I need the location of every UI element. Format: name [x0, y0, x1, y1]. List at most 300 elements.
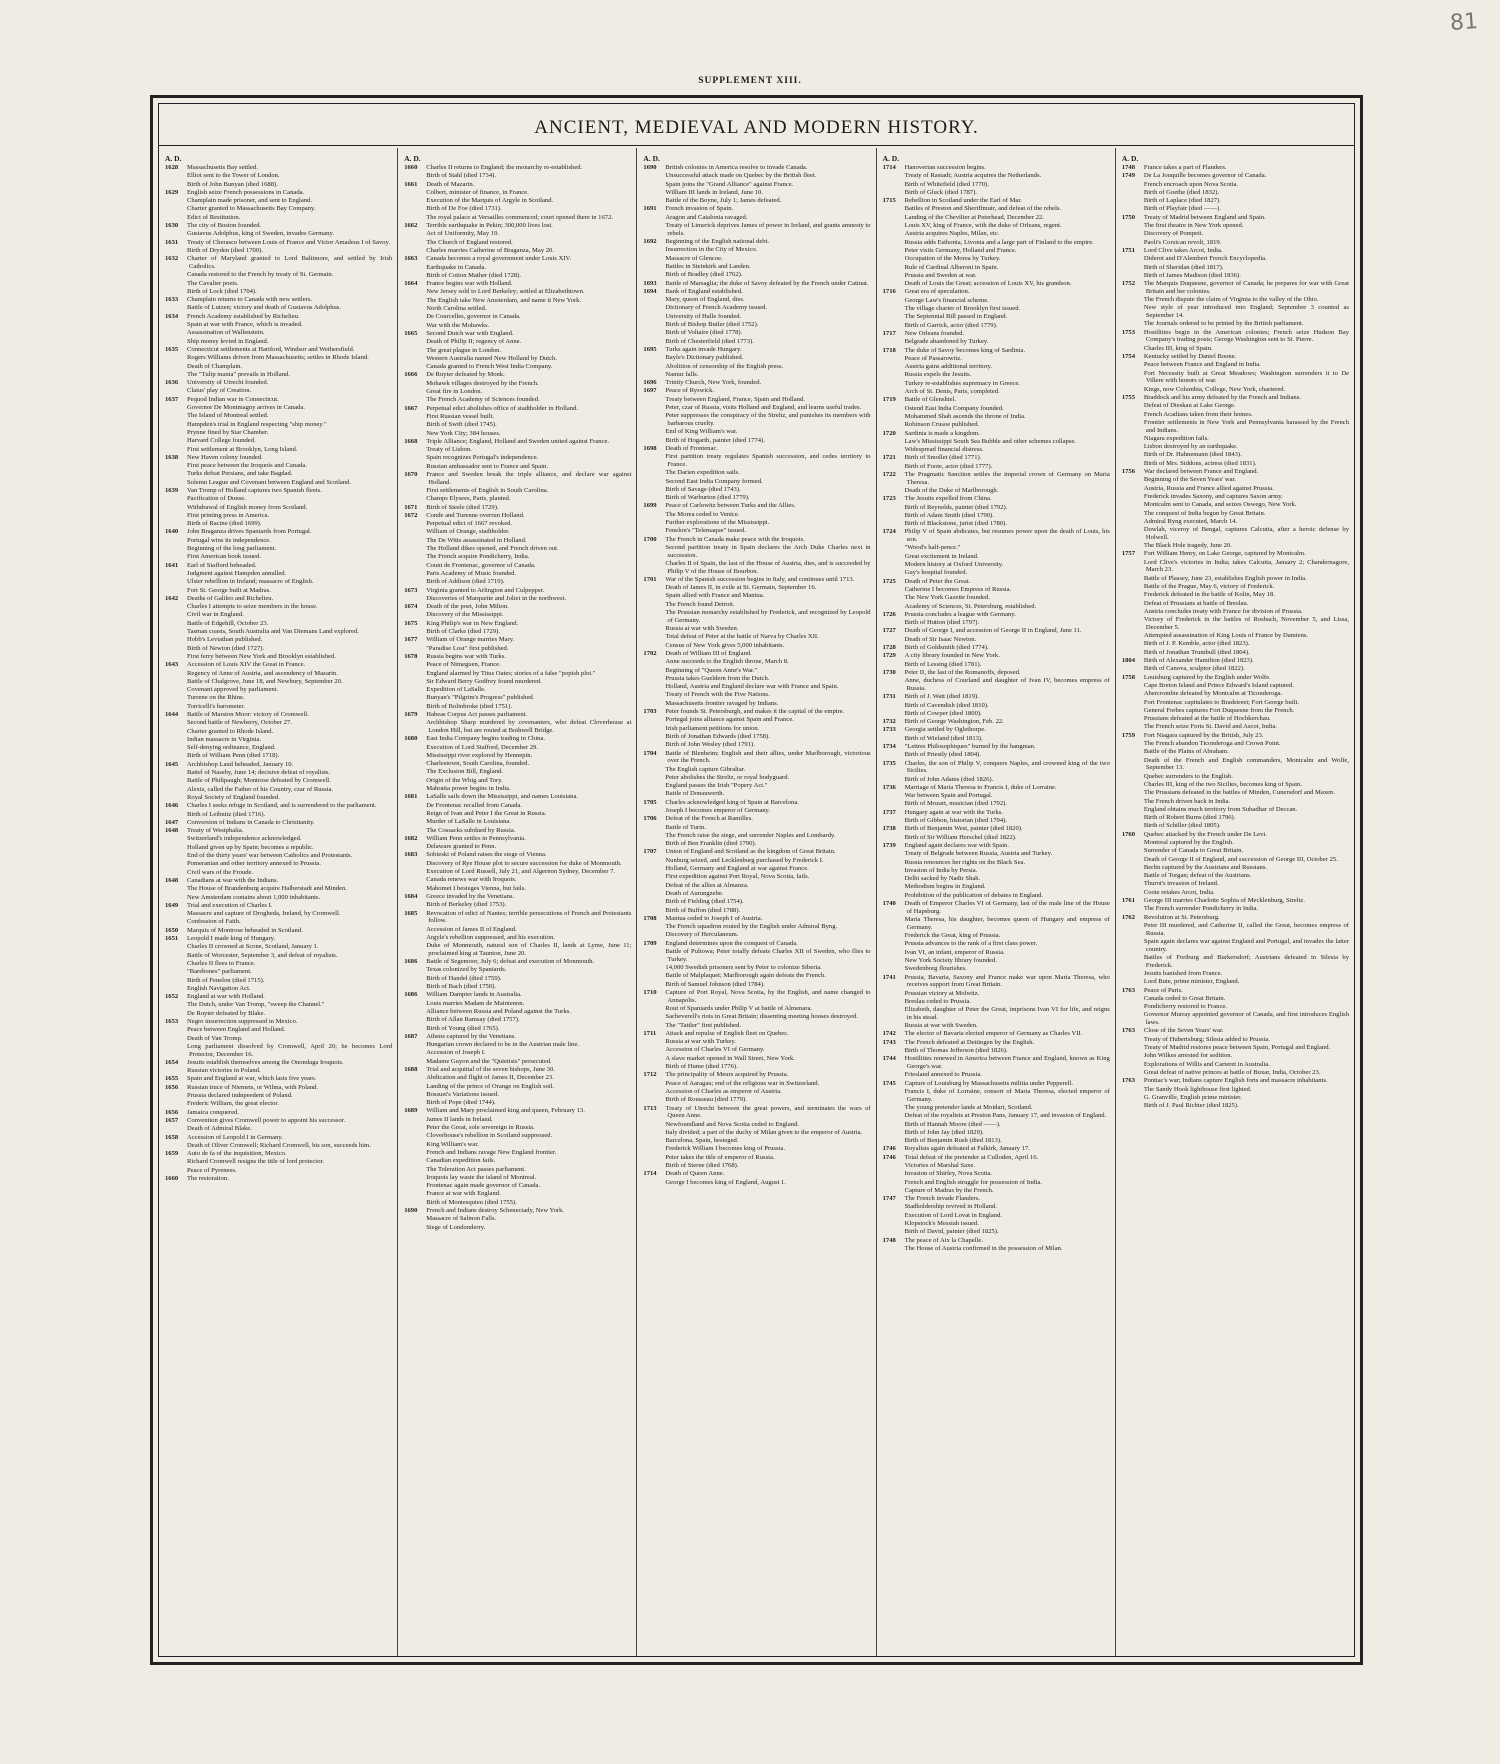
- entry-text: The Journals ordered to be printed by the British parliament.: [1143, 320, 1304, 328]
- entry-year: 1699: [643, 502, 657, 510]
- timeline-entry: [165, 885, 392, 893]
- timeline-entry: [165, 902, 392, 910]
- entry-year: [643, 675, 665, 683]
- entry-year: [643, 560, 665, 575]
- entry-year: [883, 413, 905, 421]
- entry-text: Birth of William Penn (died 1718).: [187, 752, 280, 760]
- timeline-entry: [404, 1058, 631, 1066]
- entry-year: [404, 347, 426, 355]
- entry-text: Expedition of LaSalle.: [426, 686, 486, 694]
- entry-text: Mantua ceded to Joseph I of Austria.: [665, 914, 763, 922]
- timeline-entry: [643, 815, 870, 823]
- timeline-entry: [165, 703, 392, 711]
- entry-year: [643, 1179, 665, 1187]
- entry-text: The French dispute the claim of Virginia to the valley of the Ohio.: [1143, 296, 1319, 304]
- timeline-entry: [883, 867, 1110, 875]
- entry-text: Birth of Savage (died 1743).: [665, 485, 741, 493]
- entry-year: 1705: [643, 798, 657, 806]
- timeline-entry: [883, 388, 1110, 396]
- entry-text: Further explorations of the Mississippi.: [665, 518, 770, 526]
- entry-year: 1662: [404, 222, 418, 230]
- timeline-entry: [643, 1179, 870, 1187]
- entry-year: [643, 584, 665, 592]
- entry-text: Birth of Addison (died 1719).: [426, 578, 505, 586]
- entry-year: [165, 1010, 187, 1018]
- entry-text: G. Granville, English prime minister.: [1143, 1093, 1242, 1101]
- entry-year: [1122, 864, 1144, 872]
- entry-text: Death of the poet, John Milton.: [426, 603, 509, 611]
- timeline-entry: [1122, 748, 1349, 756]
- entry-text: Holland, Austria and England declare war with France and Spain.: [665, 683, 839, 691]
- entry-year: [404, 1199, 426, 1207]
- entry-text: 14,000 Swedish prisoners sent by Peter to colonize Siberia.: [665, 964, 822, 972]
- entry-year: [165, 910, 187, 918]
- entry-text: Battle of Philipaugh; Montrose defeated by Cromwell.: [187, 777, 331, 785]
- timeline-entry: [404, 504, 631, 512]
- timeline-entry: [404, 578, 631, 586]
- entry-text: Birth of Goethe (died 1832).: [1143, 188, 1220, 196]
- timeline-entry: [883, 222, 1110, 230]
- entry-year: [165, 329, 187, 337]
- timeline-entry: [165, 338, 392, 346]
- entry-text: Birth of J. Watt (died 1819).: [904, 693, 979, 701]
- timeline-entry: [404, 1199, 631, 1207]
- timeline-entry: [1122, 230, 1349, 238]
- entry-text: Great era of speculation.: [904, 288, 970, 296]
- entry-year: 1635: [165, 345, 179, 353]
- timeline-entry: [404, 388, 631, 396]
- entry-text: Nunburg seized, and Lecklenburg purchased by Frederick I.: [665, 856, 824, 864]
- timeline-entry: [165, 1158, 392, 1166]
- entry-text: Fort William Henry, on Lake George, captured by Montcalm.: [1143, 550, 1306, 558]
- timeline-entry: [165, 214, 392, 222]
- entry-text: Massacre of Salmon Falls.: [426, 1215, 497, 1223]
- entry-text: Quebec attacked by the French under De Levi.: [1143, 830, 1267, 838]
- entry-text: Frederick defeated in the battle of Kolin, May 18.: [1143, 591, 1275, 599]
- entry-year: [1122, 591, 1144, 599]
- entry-text: Birth of Sheridan (died 1817).: [1143, 263, 1224, 271]
- timeline-entry: [1122, 1086, 1349, 1094]
- timeline-entry: [883, 330, 1110, 338]
- timeline-entry: [643, 625, 870, 633]
- entry-year: [643, 222, 665, 237]
- timeline-entry: [404, 1083, 631, 1091]
- timeline-entry: [404, 595, 631, 603]
- entry-text: Sir Edward Berry Godfrey found murdered.: [426, 677, 542, 685]
- timeline-entry: [643, 1129, 870, 1137]
- entry-year: [643, 1145, 665, 1153]
- timeline-entry: [643, 1080, 870, 1088]
- entry-text: France begins war with Holland.: [426, 280, 513, 288]
- entry-year: [643, 1162, 665, 1170]
- entry-text: Birth of Alexander Hamilton (died 1823).: [1143, 657, 1254, 665]
- entry-text: Death of the Duke of Marlborough.: [904, 486, 999, 494]
- timeline-column: [637, 148, 876, 1656]
- entry-text: Perpetual edict abolishes office of stadtholder in Holland.: [426, 404, 579, 412]
- entry-year: [404, 230, 426, 238]
- timeline-entry: [883, 1203, 1110, 1211]
- entry-text: The Holland dikes opened, and French driven out.: [426, 545, 559, 553]
- timeline-entry: [883, 883, 1110, 891]
- entry-text: Birth of Smollet (died 1771).: [904, 454, 982, 462]
- timeline-entry: [165, 752, 392, 760]
- timeline-entry: [404, 777, 631, 785]
- entry-text: The conquest of India begun by Great Britain.: [1143, 509, 1266, 517]
- entry-text: Treaty between England, France, Spain and Holland.: [665, 395, 805, 403]
- entry-text: The restoration.: [187, 1175, 229, 1183]
- entry-year: [404, 777, 426, 785]
- entry-year: [883, 446, 905, 454]
- entry-year: 1696: [643, 379, 657, 387]
- timeline-entry: [883, 454, 1110, 462]
- entry-year: [404, 454, 426, 462]
- timeline-entry: [404, 768, 631, 776]
- timeline-entry: [1122, 1069, 1349, 1077]
- entry-text: Holland, Germany and England at war against France.: [665, 865, 809, 873]
- entry-text: Western Australia named New Holland by Dutch.: [426, 354, 557, 362]
- timeline-entry: [883, 578, 1110, 586]
- entry-year: 1693: [643, 279, 657, 287]
- timeline-entry: [165, 769, 392, 777]
- timeline-entry: [643, 494, 870, 502]
- entry-year: [1122, 526, 1144, 541]
- entry-year: [643, 700, 665, 708]
- entry-year: 1763: [1121, 986, 1135, 994]
- entry-text: Tasman coasts, South Australia and Van Diemans Land explored.: [187, 628, 359, 636]
- entry-year: [404, 885, 426, 893]
- entry-year: [165, 636, 187, 644]
- entry-text: Civil war in England.: [187, 611, 244, 619]
- page-frame-inner: [158, 103, 1355, 1657]
- timeline-entry: [1122, 657, 1349, 665]
- entry-text: Ostend East India Company founded.: [904, 404, 1004, 412]
- entry-year: 1687: [404, 1032, 418, 1040]
- entry-text: Gustavus Adolphus, king of Sweden, invades Germany.: [187, 230, 334, 238]
- entry-year: [404, 802, 426, 810]
- timeline-entry: [404, 926, 631, 934]
- entry-year: [1122, 485, 1144, 493]
- entry-year: [643, 931, 665, 939]
- timeline-entry: [404, 239, 631, 247]
- entry-year: [165, 1067, 187, 1075]
- timeline-entry: [883, 264, 1110, 272]
- entry-year: [643, 1005, 665, 1013]
- entry-year: [883, 1071, 905, 1079]
- entry-year: [404, 264, 426, 272]
- entry-text: Birth of George Washington, Feb. 22.: [904, 718, 1004, 726]
- timeline-entry: [643, 750, 870, 765]
- entry-text: William III lands in Ireland, June 10.: [665, 188, 763, 196]
- timeline-entry: [643, 469, 870, 477]
- timeline-entry: [643, 172, 870, 180]
- timeline-entry: [404, 827, 631, 835]
- entry-year: [643, 774, 665, 782]
- entry-year: 1740: [882, 900, 896, 908]
- timeline-entry: [404, 636, 631, 644]
- entry-text: Battle of the Boyne, July 1; James defeated.: [665, 197, 782, 205]
- entry-text: Battles of Freiburg and Burkersdorf; Austrians defeated in Silesia by Frederick.: [1143, 953, 1350, 969]
- entry-text: Birth of Hutton (died 1797).: [904, 619, 980, 627]
- entry-year: 1656: [165, 1083, 179, 1091]
- entry-year: [883, 636, 905, 644]
- timeline-entry: [165, 255, 392, 270]
- entry-text: Russia begins war with Turks.: [426, 652, 506, 660]
- entry-text: Attack and repulse of English fleet on Quebec.: [665, 1029, 789, 1037]
- timeline-entry: [643, 840, 870, 848]
- entry-year: [643, 214, 665, 222]
- entry-year: 1717: [882, 329, 896, 337]
- entry-text: Pontiac's war; Indians capture English forts and massacre inhabitants.: [1143, 1077, 1328, 1085]
- entry-text: Birth of Whitefield (died 1770).: [904, 180, 989, 188]
- timeline-entry: [1122, 345, 1349, 353]
- timeline-entry: [404, 1033, 631, 1041]
- entry-text: Spain and England at war, which lasts five years.: [187, 1075, 317, 1083]
- entry-text: Berlin captured by the Austrians and Russians.: [1143, 863, 1268, 871]
- entry-text: Birth of Mozart, musician (died 1792).: [904, 800, 1007, 808]
- entry-year: [883, 817, 905, 825]
- entry-year: [165, 952, 187, 960]
- entry-text: First expedition against Port Royal, Nova Scotia, fails.: [665, 873, 810, 881]
- timeline-entry: [404, 694, 631, 702]
- timeline-entry: [165, 844, 392, 852]
- timeline-entry: [404, 230, 631, 238]
- timeline-entry: [165, 545, 392, 553]
- entry-year: [643, 1096, 665, 1104]
- entry-year: [643, 412, 665, 427]
- timeline-entry: [643, 437, 870, 445]
- entry-text: Death of Aurungzebe.: [665, 889, 724, 897]
- timeline-entry: [643, 882, 870, 890]
- timeline-entry: [883, 172, 1110, 180]
- entry-year: 1698: [643, 444, 657, 452]
- timeline-entry: [643, 774, 870, 782]
- entry-year: [404, 214, 426, 222]
- timeline-column: [1116, 148, 1354, 1656]
- entry-text: Accession of Charles VI of Germany.: [665, 1046, 765, 1054]
- entry-text: Charter granted to Massachusetts Bay Company.: [187, 205, 316, 213]
- entry-year: 1715: [882, 197, 896, 205]
- timeline-entry: [404, 528, 631, 536]
- timeline-entry: [165, 570, 392, 578]
- entry-text: North Carolina settled.: [426, 305, 487, 313]
- entry-year: [165, 678, 187, 686]
- entry-text: Delhi sacked by Nadir Shah.: [904, 875, 981, 883]
- entry-year: [1122, 205, 1144, 213]
- entry-text: Battle of Blenheim; English and their allies, under Marlborough, victorious over the French.: [665, 749, 871, 765]
- entry-text: George III marries Charlotte Sophia of Mecklenburg, Streltz.: [1143, 897, 1305, 905]
- entry-text: Birth of Warburton (died 1779).: [665, 494, 750, 502]
- entry-year: [1122, 476, 1144, 484]
- timeline-entry: [165, 711, 392, 719]
- entry-text: Lisbon destroyed by an earthquake.: [1143, 443, 1238, 451]
- entry-text: Stadholdership revived in Holland.: [904, 1203, 997, 1211]
- entry-text: Reign of Ivan and Peter I the Great in Russia.: [426, 809, 547, 817]
- entry-text: Hanoverian succession begins.: [904, 164, 986, 171]
- entry-text: The Toleration Act passes parliament.: [426, 1165, 526, 1173]
- entry-text: Quebec surrenders to the English.: [1143, 772, 1233, 780]
- page-frame: [150, 95, 1363, 1665]
- timeline-entry: [165, 479, 392, 487]
- timeline-entry: [1122, 304, 1349, 319]
- entry-text: Holland given up by Spain; becomes a republic.: [187, 843, 314, 851]
- entry-text: Spain joins the "Grand Alliance" against France.: [665, 180, 794, 188]
- entry-text: Accession of Charles as emperor of Austria.: [665, 1087, 782, 1095]
- entry-year: 1652: [165, 993, 179, 1001]
- entry-year: [165, 462, 187, 470]
- entry-text: Niagara expedition fails.: [1143, 434, 1209, 442]
- entry-text: Montcalm sent to Canada, and seizes Oswego, New York.: [1143, 501, 1297, 509]
- timeline-entry: [883, 561, 1110, 569]
- entry-text: Fort Necessity built at Great Meadows; Washington surrenders it to De Villere with honors of war.: [1143, 369, 1350, 385]
- entry-text: Battle of Segemoor, July 6; defeat and execution of Monmouth.: [426, 958, 595, 966]
- entry-text: Birth of Sir William Herschel (died 1822).: [904, 833, 1017, 841]
- entry-text: Battle of Pultowa; Peter totally defeats Charles XII of Sweden, who flies to Turkey.: [665, 948, 871, 963]
- entry-text: Birth of Foote, actor (died 1777).: [904, 462, 993, 470]
- entry-year: [1122, 345, 1144, 353]
- entry-year: [404, 297, 426, 305]
- timeline-entry: [165, 985, 392, 993]
- entry-year: [643, 404, 665, 412]
- entry-year: [404, 1224, 426, 1232]
- timeline-entry: [165, 794, 392, 802]
- entry-year: [643, 592, 665, 600]
- timeline-entry: [883, 230, 1110, 238]
- entry-text: Birth of Newton (died 1727).: [187, 644, 265, 652]
- entry-text: Russia at war with Turkey.: [665, 1038, 736, 1046]
- entry-year: [404, 983, 426, 991]
- entry-text: The French surrender Pondicherry in India.: [1143, 905, 1259, 913]
- entry-text: A city library founded in New York.: [904, 652, 1000, 660]
- entry-text: Treaty of Madrid restores peace between Spain, Portugal and England.: [1143, 1044, 1331, 1052]
- timeline-entry: [883, 965, 1110, 973]
- entry-text: The Morea ceded to Venice.: [665, 510, 740, 518]
- timeline-entry: [1122, 1003, 1349, 1011]
- timeline-entry: [1122, 1094, 1349, 1102]
- timeline-entry: [165, 943, 392, 951]
- entry-year: 1734: [882, 743, 896, 750]
- entry-year: 1633: [165, 296, 179, 304]
- entry-year: [165, 752, 187, 760]
- timeline-entry: [404, 868, 631, 876]
- entry-year: 1758: [1121, 673, 1135, 681]
- entry-year: [1122, 789, 1144, 797]
- supplement-label: SUPPLEMENT XIII.: [698, 76, 802, 86]
- timeline-entry: [1122, 740, 1349, 748]
- entry-year: [165, 844, 187, 852]
- entry-year: [883, 957, 905, 965]
- entry-year: [883, 297, 905, 305]
- timeline-entry: [1122, 781, 1349, 789]
- entry-year: [1122, 905, 1144, 913]
- timeline-entry: [883, 1006, 1110, 1021]
- entry-year: [1122, 1102, 1144, 1110]
- timeline-entry: [883, 875, 1110, 883]
- timeline-entry: [165, 1100, 392, 1108]
- timeline-entry: [883, 355, 1110, 363]
- entry-text: Second battle of Newberry, October 27.: [187, 719, 292, 727]
- entry-text: University of Utrecht founded.: [187, 379, 269, 387]
- timeline-entry: [404, 958, 631, 966]
- timeline-entry: [1122, 1102, 1349, 1110]
- entry-text: Royalists again defeated at Falkirk, January 17.: [904, 1145, 1030, 1153]
- entry-year: [165, 860, 187, 868]
- entry-year: 1741: [882, 973, 896, 981]
- entry-text: France takes a part of Flanders.: [1143, 164, 1227, 171]
- timeline-entry: [883, 1080, 1110, 1088]
- entry-text: Peter the Great, sole sovereign in Russia.: [426, 1124, 535, 1132]
- entry-text: Death of Mazarin.: [426, 180, 475, 188]
- entry-year: [643, 1055, 665, 1063]
- timeline-entry: [883, 1187, 1110, 1195]
- entry-year: [643, 766, 665, 774]
- timeline-entry: [643, 1145, 870, 1153]
- timeline-entry: [404, 942, 631, 957]
- entry-text: Greece invaded by the Venetians.: [426, 892, 515, 900]
- timeline-entry: [404, 793, 631, 801]
- entry-text: Birth of Sterne (died 1768).: [665, 1161, 739, 1169]
- entry-year: 1746: [882, 1145, 896, 1153]
- entry-text: Massacre and capture of Drogheda, Ireland, by Cromwell.: [187, 910, 341, 918]
- timeline-entry: [404, 1116, 631, 1124]
- entry-text: Peace of Nimeguen, France.: [426, 661, 501, 669]
- timeline-entry: [883, 1170, 1110, 1178]
- entry-text: Hungarian crown declared to be in the Austrian male line.: [426, 1041, 579, 1049]
- entry-text: Birth of Racine (died 1699).: [187, 520, 262, 528]
- entry-year: [1122, 954, 1144, 969]
- entry-year: [1122, 320, 1144, 328]
- timeline-entry: [883, 1179, 1110, 1187]
- entry-year: [883, 1129, 905, 1137]
- entry-year: [1122, 419, 1144, 434]
- entry-text: Peace between England and Holland.: [187, 1026, 286, 1034]
- entry-text: The village charter of Brooklyn first issued.: [904, 305, 1021, 313]
- timeline-entry: [643, 1005, 870, 1013]
- entry-text: Ulster rebellion in Ireland; massacre of English.: [187, 578, 314, 586]
- entry-text: Second East India Company formed.: [665, 477, 763, 485]
- timeline-entry: [643, 329, 870, 337]
- timeline-entry: [165, 653, 392, 661]
- entry-year: [404, 1132, 426, 1140]
- entry-year: 1685: [404, 909, 418, 917]
- timeline-entry: [883, 677, 1110, 692]
- entry-year: [165, 578, 187, 586]
- timeline-entry: [883, 652, 1110, 660]
- entry-year: [404, 562, 426, 570]
- entry-text: Hobb's Leviathan published.: [187, 636, 263, 644]
- entry-text: Louis XV, king of France, with the duke of Orleans, regent.: [904, 222, 1062, 230]
- timeline-entry: [404, 421, 631, 429]
- timeline-entry: [1122, 773, 1349, 781]
- timeline-entry: [643, 1162, 870, 1170]
- timeline-entry: [883, 1039, 1110, 1047]
- timeline-entry: [883, 338, 1110, 346]
- entry-text: The Prussian monarchy established by Frederick, and recognized by Leopold of Germany.: [665, 609, 871, 624]
- entry-text: Capture of Port Royal, Nova Scotia, by the English, and name changed to Annapolis.: [665, 988, 871, 1004]
- entry-text: Namur falls.: [665, 370, 699, 378]
- entry-year: [165, 271, 187, 279]
- timeline-entry: [404, 347, 631, 355]
- entry-text: Death of William III of England.: [665, 649, 752, 657]
- entry-text: Prussian victory at Molwitz.: [904, 989, 980, 997]
- timeline-entry: [643, 478, 870, 486]
- entry-year: [165, 786, 187, 794]
- entry-text: Champs Elysees, Paris, planted.: [426, 495, 511, 503]
- entry-year: [165, 985, 187, 993]
- entry-year: [1122, 1094, 1144, 1102]
- timeline-entry: [1122, 938, 1349, 953]
- entry-text: The House of Brandenburg acquire Halberstadt and Minden.: [187, 885, 347, 893]
- entry-year: [643, 428, 665, 436]
